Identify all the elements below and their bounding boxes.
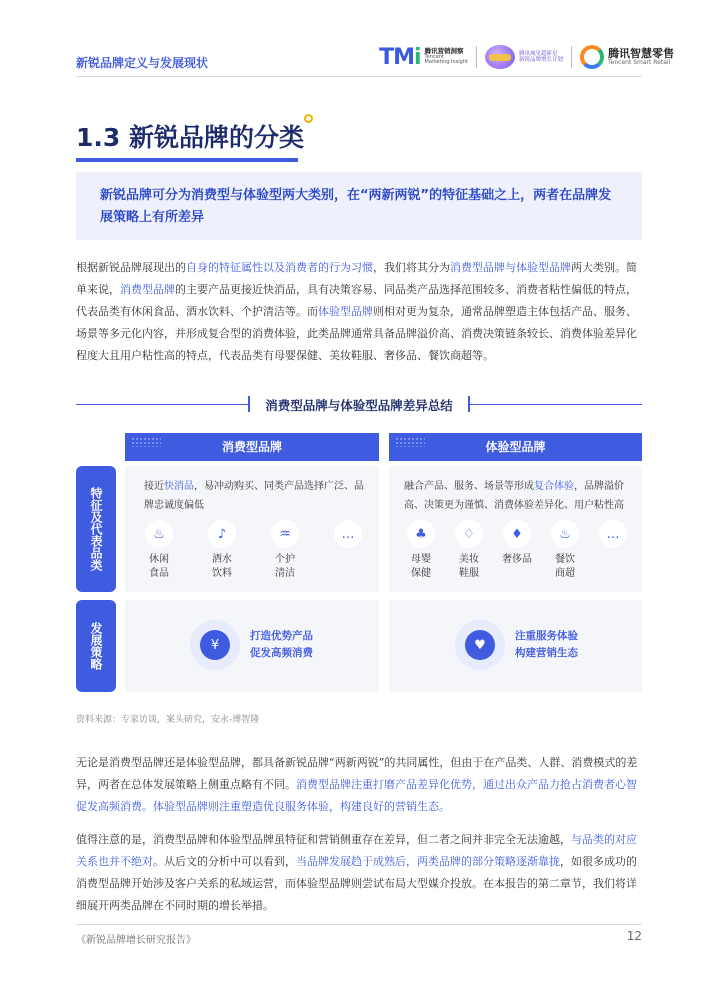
tmi-logo-en2: Marketing Insight [424, 59, 468, 66]
header-logos [379, 44, 674, 70]
row-label-features: 特征及代表品类 [76, 466, 116, 592]
consumption-strategy [190, 620, 313, 670]
title-underline [76, 158, 298, 162]
section-title: 1.3 新锐品牌的分类 [76, 123, 304, 152]
drink-icon: ♪ [208, 520, 236, 548]
consumption-category-item [265, 520, 305, 581]
experience-category-label: 餐饮 商超 [555, 554, 575, 579]
chart-title-rule-left [76, 404, 248, 405]
column-head-experience: 体验型品牌 [389, 433, 642, 461]
note-paragraph: 值得注意的是，消费型品牌和体验型品牌虽特征和营销侧重存在差异，但二者之间并非完全无法逾越，与品类的对应关系也并不绝对。从后文的分析中可以看到，当品牌发展趋于成熟后，两类品牌的部分策略逐渐靠拢，如很多成功的消费型品牌开始涉及客户关系的私域运营，而体验型品牌则尝试布局大型媒介投放。在本报告的第二章节，我们将详细展开两类品牌在不同时期的增长举措。 [76, 833, 637, 912]
data-source: 资料来源：专家访谈，案头研究，安永-博智隆 [76, 715, 260, 725]
consumption-category-item [139, 520, 179, 581]
plan-logo-line1: 腾讯城见超新星 [518, 50, 558, 57]
title-dot-decoration [304, 114, 313, 123]
plan-logo-line2: 新锐品牌增长计划 [518, 57, 563, 63]
tencent-marketing-insight-logo [379, 45, 468, 70]
tencent-smart-retail-logo [580, 45, 674, 69]
tsr-logo-en: Tencent Smart Retail [608, 58, 671, 66]
experience-category-label: 母婴 保健 [411, 554, 431, 579]
key-finding-text: 新锐品牌可分为消费型与体验型两大类别，在“两新两锐”的特征基础之上，两者在品牌发展策略上有所差异 [100, 188, 612, 225]
footer-report-title: 《新锐品牌增长研究报告》 [76, 935, 196, 946]
chart-title: 消费型品牌与体验型品牌差异总结 [265, 398, 453, 413]
footer-divider [76, 924, 642, 925]
bottle-icon: ♒ [271, 520, 299, 548]
logo-divider [476, 46, 477, 68]
baby-bottle-icon: ♣ [407, 520, 435, 548]
tsr-logo-cn: 腾讯智慧零售 [608, 46, 674, 60]
header-divider [76, 76, 642, 77]
experience-strategy-line1: 注重服务体验 [515, 630, 578, 642]
consumption-category-label: 个护 清洁 [275, 554, 295, 579]
cosmetics-icon: ♢ [455, 520, 483, 548]
chart-title-tick-left [248, 396, 250, 412]
experience-category-item [497, 520, 537, 567]
page-number: 12 [626, 929, 642, 943]
summary-paragraph: 无论是消费型品牌还是体验型品牌，都具备新锐品牌“两新两锐”的共同属性，但由于在产品类、人群、消费模式的差异，两者在总体发展策略上侧重点略有不同。消费型品牌注重打磨产品差异化优势，通过出众产品力抢占消费者心智促发高频消费。体验型品牌则注重塑造优良服务体验，构建良好的营销生态。 [76, 756, 638, 813]
header-title: 新锐品牌定义与发展现状 [76, 56, 209, 70]
experience-category-item [449, 520, 489, 581]
key-finding-box [76, 172, 642, 240]
tmi-logo-mark: TMi [379, 44, 421, 70]
snack-icon: ♨ [145, 520, 173, 548]
dining-icon: ♨ [551, 520, 579, 548]
intro-paragraph: 根据新锐品牌展现出的自身的特征属性以及消费者的行为习惯，我们将其分为消费型品牌与体验型品牌两大类别。简单来说，消费型品牌的主要产品更接近快消品，具有决策容易、同品类产品选择范围较多、消费者粘性偏低的特点，代表品类有休闲食品、酒水饮料、个护清洁等。而体验型品牌则相对更为复杂，通常品牌塑造主体包括产品、服务、场景等多元化内容，并形成复合型的消费体验，此类品牌通常具备品牌溢价高、消费决策链条较长、消费体验差异化程度大且用户粘性高的特点，代表品类有母婴保健、美妆鞋服、奢侈品、餐饮商超等。 [76, 261, 637, 362]
consumption-strategy-line2: 促发高频消费 [250, 647, 313, 659]
consumption-strategy-line1: 打造优势产品 [250, 630, 313, 642]
smart-retail-ring-icon [580, 45, 604, 69]
more-icon: … [334, 520, 362, 548]
experience-category-item [593, 520, 633, 553]
more-icon: … [599, 520, 627, 548]
consumption-feature-text: 接近快消品，易冲动购买、同类产品选择广泛、品牌忠诚度偏低 [144, 481, 364, 511]
row-label-strategy: 发展策略 [76, 600, 116, 692]
consumption-category-item [202, 520, 242, 581]
consumption-category-label: 休闲 食品 [149, 554, 169, 579]
money-bag-icon: ¥ [190, 620, 240, 670]
experience-strategy-line2: 构建营销生态 [515, 647, 578, 659]
experience-category-label: 美妆 鞋服 [459, 554, 479, 579]
consumption-category-label: 酒水 饮料 [212, 554, 232, 579]
experience-feature-text: 融合产品、服务、场景等形成复合体验，品牌溢价高、决策更为谨慎、消费体验差异化、用户粘性高 [404, 481, 624, 511]
experience-category-item [401, 520, 441, 581]
chart-title-rule-right [470, 404, 642, 405]
growth-plan-logo [485, 45, 563, 69]
logo-divider [571, 46, 572, 68]
supernova-badge-icon [485, 45, 515, 69]
tmi-logo-en1: Tencent [424, 54, 444, 61]
experience-category-label: 奢侈品 [502, 554, 532, 565]
consumption-category-item [328, 520, 368, 553]
experience-strategy [455, 620, 578, 670]
heart-hand-icon: ♥ [455, 620, 505, 670]
tmi-logo-cn: 腾讯营销洞察 [424, 47, 464, 56]
column-head-consumption: 消费型品牌 [125, 433, 379, 461]
gift-icon: ♦ [503, 520, 531, 548]
experience-category-item [545, 520, 585, 581]
